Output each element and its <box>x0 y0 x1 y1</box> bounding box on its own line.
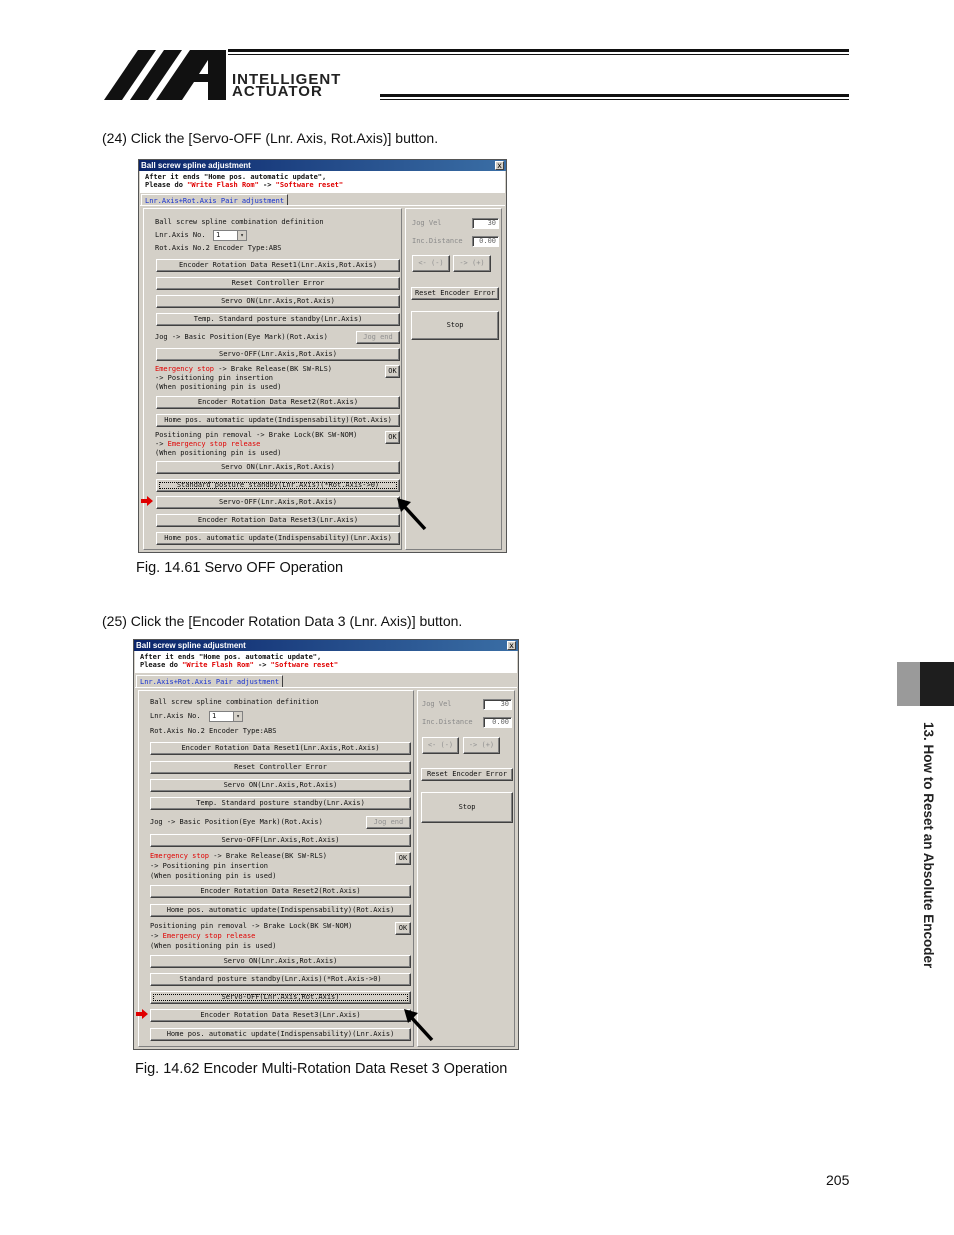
jog-vel-label: Jog Vel <box>422 700 452 708</box>
rot-axis-label: Rot.Axis No.2 Encoder Type:ABS <box>155 244 282 252</box>
emergency-instruction-2: -> Positioning pin insertion <box>155 374 274 382</box>
servo-on-button-2[interactable]: Servo ON(Lnr.Axis,Rot.Axis) <box>156 461 400 474</box>
right-panel <box>417 690 515 1047</box>
message-line-2: Please do "Write Flash Rom" -> "Software reset" <box>145 181 344 189</box>
dialog-title: Ball screw spline adjustment <box>134 640 518 651</box>
home-update-lnr-button[interactable]: Home pos. automatic update(Indispensability)(Lnr.Axis) <box>150 1028 411 1041</box>
left-panel <box>138 690 414 1047</box>
home-update-rot-button[interactable]: Home pos. automatic update(Indispensability)(Rot.Axis) <box>156 414 400 427</box>
positioning-instruction: Positioning pin removal -> Brake Lock(BK SW-NOM) <box>155 431 358 439</box>
servo-on-button[interactable]: Servo ON(Lnr.Axis,Rot.Axis) <box>150 779 411 792</box>
ok-button-1[interactable]: OK <box>385 365 400 378</box>
positioning-instruction-2: -> Emergency stop release <box>155 440 261 448</box>
message-box <box>140 171 505 193</box>
jog-instruction: Jog -> Basic Position(Eye Mark)(Rot.Axis) <box>155 333 328 341</box>
dialog-title: Ball screw spline adjustment <box>139 160 506 171</box>
ok-button-2[interactable]: OK <box>395 922 411 935</box>
encoder-reset2-button[interactable]: Encoder Rotation Data Reset2(Rot.Axis) <box>150 885 411 898</box>
jog-vel-label: Jog Vel <box>412 219 442 227</box>
header-rule-top <box>228 49 849 52</box>
dialog-encoder-reset3 <box>133 639 519 1050</box>
page-number: 205 <box>826 1172 850 1188</box>
emergency-instruction-3: (When positioning pin is used) <box>150 872 277 880</box>
standard-standby-button[interactable]: Standard posture standby(Lnr.Axis)(*Rot.Axis->0) <box>156 479 400 492</box>
close-icon[interactable]: x <box>495 161 504 170</box>
jog-minus-button[interactable]: <- (-) <box>422 737 459 754</box>
black-pointer-arrow-icon <box>402 1007 436 1043</box>
reset-controller-error-button[interactable]: Reset Controller Error <box>156 277 400 290</box>
company-logo-text: INTELLIGENT ACTUATOR <box>232 71 342 100</box>
home-update-lnr-button[interactable]: Home pos. automatic update(Indispensability)(Lnr.Axis) <box>156 532 400 545</box>
ok-button-1[interactable]: OK <box>395 852 411 865</box>
reset-encoder-error-button[interactable]: Reset Encoder Error <box>411 287 499 300</box>
servo-on-button-2[interactable]: Servo ON(Lnr.Axis,Rot.Axis) <box>150 955 411 968</box>
chapter-tab-gray <box>897 662 921 706</box>
reset-controller-error-button[interactable]: Reset Controller Error <box>150 761 411 774</box>
header-rule-mid <box>228 54 849 55</box>
jog-end-button[interactable]: Jog end <box>366 816 411 829</box>
servo-off-button-2[interactable]: Servo-OFF(Lnr.Axis,Rot.Axis) <box>150 991 411 1004</box>
emergency-instruction-3: (When positioning pin is used) <box>155 383 282 391</box>
lnr-axis-select[interactable]: 1 ▾ <box>209 711 243 722</box>
encoder-reset1-button[interactable]: Encoder Rotation Data Reset1(Lnr.Axis,Rot.Axis) <box>150 742 411 755</box>
message-line-2: Please do "Write Flash Rom" -> "Software reset" <box>140 661 339 669</box>
message-box <box>135 651 517 673</box>
red-pointer-icon <box>136 1009 148 1019</box>
black-pointer-arrow-icon <box>395 496 429 532</box>
inc-distance-label: Inc.Distance <box>412 237 463 245</box>
servo-on-button[interactable]: Servo ON(Lnr.Axis,Rot.Axis) <box>156 295 400 308</box>
inc-distance-input[interactable]: 0.00 <box>472 236 499 247</box>
jog-minus-button[interactable]: <- (-) <box>412 255 450 272</box>
positioning-instruction-2: -> Emergency stop release <box>150 932 256 940</box>
figure-caption-61: Fig. 14.61 Servo OFF Operation <box>136 560 344 576</box>
servo-off-button-2[interactable]: Servo-OFF(Lnr.Axis,Rot.Axis) <box>156 496 400 509</box>
jog-vel-input[interactable]: 30 <box>472 218 499 229</box>
servo-off-button[interactable]: Servo-OFF(Lnr.Axis,Rot.Axis) <box>156 348 400 361</box>
rot-axis-label: Rot.Axis No.2 Encoder Type:ABS <box>150 727 277 735</box>
step-24-text: (24) Click the [Servo-OFF (Lnr. Axis, Rot.Axis)] button. <box>102 130 439 146</box>
jog-end-button[interactable]: Jog end <box>356 331 400 344</box>
red-pointer-icon <box>141 496 153 506</box>
dialog-servo-off <box>138 159 507 553</box>
positioning-instruction-3: (When positioning pin is used) <box>150 942 277 950</box>
emergency-instruction: Emergency stop -> Brake Release(BK SW-RLS) <box>155 365 333 373</box>
definition-label: Ball screw spline combination definition <box>155 218 324 226</box>
stop-button[interactable]: Stop <box>411 311 499 340</box>
chevron-down-icon: ▾ <box>233 712 242 721</box>
positioning-instruction-3: (When positioning pin is used) <box>155 449 282 457</box>
chapter-side-label: 13. How to Reset an Absolute Encoder <box>921 722 936 969</box>
figure-caption-62: Fig. 14.62 Encoder Multi-Rotation Data Reset 3 Operation <box>135 1061 508 1077</box>
temp-standby-button[interactable]: Temp. Standard posture standby(Lnr.Axis) <box>150 797 411 810</box>
reset-encoder-error-button[interactable]: Reset Encoder Error <box>421 768 513 781</box>
tab-pair-adjustment[interactable]: Lnr.Axis+Rot.Axis Pair adjustment <box>136 675 283 687</box>
message-line-1: After it ends "Home pos. automatic update", <box>145 173 327 181</box>
message-line-1: After it ends "Home pos. automatic update", <box>140 653 322 661</box>
jog-instruction: Jog -> Basic Position(Eye Mark)(Rot.Axis) <box>150 818 323 826</box>
ok-button-2[interactable]: OK <box>385 431 400 444</box>
temp-standby-button[interactable]: Temp. Standard posture standby(Lnr.Axis) <box>156 313 400 326</box>
encoder-reset3-button[interactable]: Encoder Rotation Data Reset3(Lnr.Axis) <box>156 514 400 527</box>
step-25-text: (25) Click the [Encoder Rotation Data 3 (Lnr. Axis)] button. <box>102 613 463 629</box>
standard-standby-button[interactable]: Standard posture standby(Lnr.Axis)(*Rot.Axis->0) <box>150 973 411 986</box>
chapter-tab-black <box>920 662 954 706</box>
emergency-instruction: Emergency stop -> Brake Release(BK SW-RLS) <box>150 852 328 860</box>
jog-vel-input[interactable]: 30 <box>483 699 512 710</box>
encoder-reset3-button[interactable]: Encoder Rotation Data Reset3(Lnr.Axis) <box>150 1009 411 1022</box>
company-logo-mark <box>104 50 226 100</box>
inc-distance-label: Inc.Distance <box>422 718 473 726</box>
jog-plus-button[interactable]: -> (+) <box>463 737 500 754</box>
tab-pair-adjustment[interactable]: Lnr.Axis+Rot.Axis Pair adjustment <box>141 194 288 206</box>
positioning-instruction: Positioning pin removal -> Brake Lock(BK SW-NOM) <box>150 922 353 930</box>
jog-plus-button[interactable]: -> (+) <box>453 255 491 272</box>
lnr-axis-label: Lnr.Axis No. <box>155 231 206 239</box>
definition-label: Ball screw spline combination definition <box>150 698 319 706</box>
close-icon[interactable]: x <box>507 641 516 650</box>
left-panel <box>143 208 402 550</box>
stop-button[interactable]: Stop <box>421 792 513 823</box>
header-rule-bottom <box>380 94 849 97</box>
lnr-axis-label: Lnr.Axis No. <box>150 712 201 720</box>
lnr-axis-select[interactable]: 1 ▾ <box>213 230 247 241</box>
home-update-rot-button[interactable]: Home pos. automatic update(Indispensability)(Rot.Axis) <box>150 904 411 917</box>
chevron-down-icon: ▾ <box>237 231 246 240</box>
emergency-instruction-2: -> Positioning pin insertion <box>150 862 269 870</box>
servo-off-button[interactable]: Servo-OFF(Lnr.Axis,Rot.Axis) <box>150 834 411 847</box>
inc-distance-input[interactable]: 0.00 <box>483 717 512 728</box>
encoder-reset1-button[interactable]: Encoder Rotation Data Reset1(Lnr.Axis,Rot.Axis) <box>156 259 400 272</box>
encoder-reset2-button[interactable]: Encoder Rotation Data Reset2(Rot.Axis) <box>156 396 400 409</box>
header-rule-bottom-thin <box>380 99 849 100</box>
